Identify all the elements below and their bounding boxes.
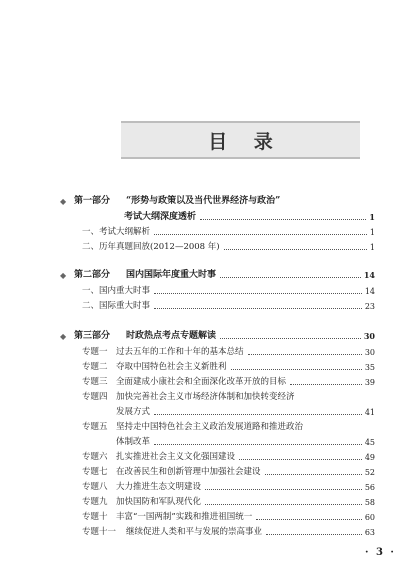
toc-item-label: 二、历年真题回放(2012—2008 年) [82,242,220,252]
topic-text: 丰富“一国两制”实践和推进祖国统一 [116,512,253,522]
topic-item-continued[interactable] [116,437,375,448]
topic-label: 专题九 [82,497,108,507]
leader-dots [154,293,362,294]
toc-item[interactable] [82,227,375,238]
toc-item-label: 二、国际重大时事 [82,301,151,311]
topic-item[interactable] [82,527,375,538]
part-label: 第一部分 [74,196,111,206]
part-1-heading-line2[interactable] [124,212,375,223]
leader-dots [154,308,362,309]
leader-dots [265,474,362,475]
topic-text: 加快完善社会主义市场经济体制和加快转变经济 [116,392,295,402]
topic-text-line2: 发展方式 [116,407,151,417]
topic-item[interactable] [82,392,375,403]
topic-label: 专题四 [82,392,108,402]
topic-label: 专题十 [82,512,108,522]
topic-text: 加快国防和军队现代化 [116,497,202,507]
topic-text: 坚持走中国特色社会主义政治发展道路和推进政治 [116,422,304,432]
page-ref: 14 [363,270,375,280]
page-ref: 39 [364,378,375,387]
topic-text: 过去五年的工作和十年的基本总结 [116,347,244,357]
topic-item[interactable] [82,452,375,463]
topic-item[interactable] [82,362,375,373]
topic-label: 专题一 [82,347,108,357]
topic-label: 专题二 [82,362,108,372]
page-ref: 52 [364,468,375,477]
part-label: 第二部分 [74,270,111,280]
toc-item[interactable] [82,242,375,253]
topic-item[interactable] [82,467,375,478]
page-ref: 1 [369,228,375,237]
leader-dots [231,369,362,370]
page-ref: 58 [364,498,375,507]
part-title: 国内国际年度重大时事 [126,270,217,280]
leader-dots [205,489,362,490]
toc-item[interactable] [82,301,375,312]
topic-item[interactable] [82,422,375,433]
topic-item[interactable] [82,377,375,388]
topic-text: 继续促进人类和平与发展的崇高事业 [126,527,263,537]
page-ref: 1 [369,243,375,252]
leader-dots [248,354,362,355]
page-ref: 56 [364,483,375,492]
leader-dots [200,219,366,220]
part-title: 时政热点考点专题解读 [126,331,217,341]
topic-label: 专题三 [82,377,108,387]
diamond-icon: ◆ [60,196,67,206]
topic-text: 扎实推进社会主义文化强国建设 [116,452,236,462]
part-title: “形势与政策以及当代世界经济与政治” [126,196,281,206]
leader-dots [220,277,361,278]
topic-item[interactable] [82,497,375,508]
toc-title-banner [121,121,360,159]
leader-dots [266,534,362,535]
topic-item[interactable] [82,482,375,493]
page-ref: 14 [364,287,375,296]
topic-label: 专题五 [82,422,108,432]
page-ref: 1 [369,212,375,222]
diamond-icon: ◆ [60,270,67,280]
topic-item-continued[interactable] [116,407,375,418]
page-ref: 49 [364,453,375,462]
page-ref: 30 [363,331,375,341]
leader-dots [256,519,362,520]
page-ref: 41 [364,408,375,417]
page-ref: 23 [364,302,375,311]
page-ref: 30 [364,348,375,357]
leader-dots [290,384,362,385]
topic-text-line2: 体制改革 [116,437,151,447]
topic-label: 专题八 [82,482,108,492]
topic-item[interactable] [82,512,375,523]
page-ref: 45 [364,438,375,447]
toc-item-label: 一、国内重大时事 [82,286,151,296]
part-title-line2: 考试大纲深度透析 [124,212,197,222]
page-number: · 3 · [365,547,396,558]
leader-dots [239,459,362,460]
topic-text: 夺取中国特色社会主义新胜利 [116,362,227,372]
leader-dots [154,444,362,445]
topic-label: 专题七 [82,467,108,477]
topic-item[interactable] [82,347,375,358]
topic-label: 专题六 [82,452,108,462]
part-3-heading[interactable] [60,331,375,342]
toc-item-label: 一、考试大纲解析 [82,227,151,237]
topic-label: 专题十一 [82,527,117,537]
part-label: 第三部分 [74,331,111,341]
leader-dots [154,414,362,415]
toc-item[interactable] [82,286,375,297]
diamond-icon: ◆ [60,331,67,341]
toc-title: 目 录 [208,130,283,153]
topic-text: 大力推进生态文明建设 [116,482,202,492]
leader-dots [205,504,362,505]
page-ref: 63 [364,528,375,537]
page-ref: 35 [364,363,375,372]
topic-text: 在改善民生和创新管理中加强社会建设 [116,467,261,477]
part-2-heading[interactable] [60,270,375,281]
topic-text: 全面建成小康社会和全面深化改革开放的目标 [116,377,287,387]
leader-dots [224,249,367,250]
leader-dots [220,338,361,339]
part-1-heading[interactable] [60,196,380,207]
leader-dots [154,234,367,235]
page-ref: 60 [364,513,375,522]
